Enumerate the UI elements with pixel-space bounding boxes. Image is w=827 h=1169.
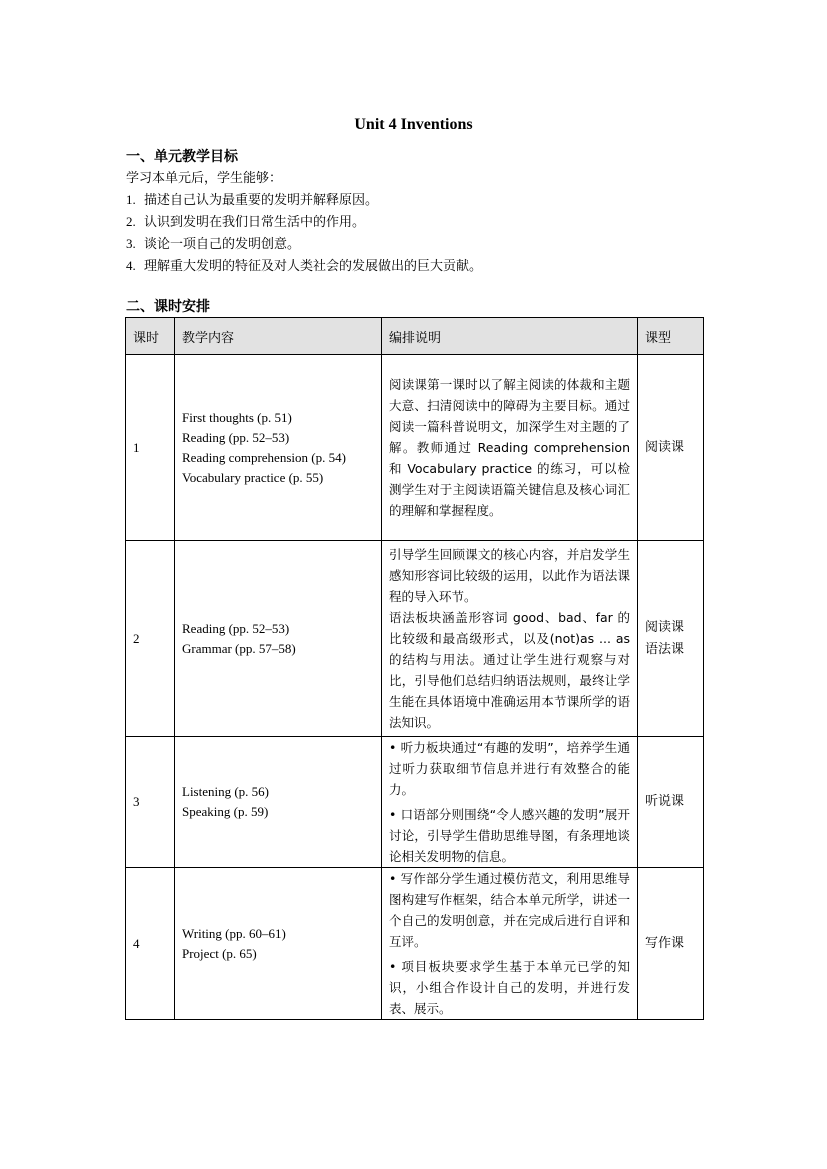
period-cell: 3 [126,737,175,868]
period-cell: 2 [126,541,175,737]
table-row [126,737,704,868]
header-content: 教学内容 [175,318,382,355]
goal-number: 2. [126,214,136,229]
content-cell [175,355,382,541]
notes-paragraph: 语法板块涵盖形容词 good、bad、far 的比较级和最高级形式，以及(not)as ... as 的结构与用法。通过让学生进行观察与对比，引导他们总结归纳语法规则，最终让学生能在具体语境中准确运用本节课所学的语法知识。 [389,610,630,730]
header-type: 课型 [638,318,704,355]
period-cell: 1 [126,355,175,541]
content-cell [175,737,382,868]
goal-text: 认识到发明在我们日常生活中的作用。 [144,215,366,230]
content-line: Grammar (pp. 57–58) [182,640,296,656]
notes-cell [382,355,638,541]
goal-item [126,189,482,211]
table-row [126,868,704,1020]
content-line: Speaking (p. 59) [182,804,269,819]
content-line: Reading (pp. 52–53) [182,429,290,445]
notes-bullet: • 写作部分学生通过模仿范文，利用思维导图构建写作框架，结合本单元所学，讲述一个自己的发明创意，并在完成后进行自评和互评。 [389,871,630,949]
table-row [126,541,704,737]
period-cell: 4 [126,868,175,1020]
goal-text: 描述自己认为最重要的发明并解释原因。 [144,193,379,208]
header-period: 课时 [126,318,175,355]
content-line: Vocabulary practice (p. 55) [182,469,324,485]
notes-bullet: • 口语部分则围绕“令人感兴趣的发明”展开讨论，引导学生借助思维导图，有条理地谈论相关发明物的信息。 [389,807,630,864]
goals-list [126,189,482,277]
type-cell [638,355,704,541]
goal-item [126,233,482,255]
content-line: Listening (p. 56) [182,784,270,799]
notes-cell [382,868,638,1020]
section-heading-goals: 一、单元教学目标 [126,149,238,165]
goal-item [126,255,482,277]
content-cell [175,868,382,1020]
content-line: Reading (pp. 52–53) [182,620,290,636]
table-header-row [126,318,704,355]
type-label: 写作课 [645,935,685,951]
notes-paragraph: 引导学生回顾课文的核心内容，并启发学生感知形容词比较级的运用，以此作为语法课程的导入环节。 [389,547,630,604]
content-line: First thoughts (p. 51) [182,409,292,425]
type-label: 听说课 [645,794,685,809]
goal-number: 3. [126,236,136,251]
content-line: Writing (pp. 60–61) [182,925,286,941]
section-heading-schedule: 二、课时安排 [126,299,210,315]
goal-item [126,211,482,233]
header-notes: 编排说明 [382,318,638,355]
schedule-table [125,317,704,1020]
content-line: Project (p. 65) [182,945,257,961]
notes-cell [382,541,638,737]
table-row [126,355,704,541]
content-cell [175,541,382,737]
document-title: Unit 4 Inventions [354,116,473,133]
notes-bullet: • 听力板块通过“有趣的发明”，培养学生通过听力获取细节信息并进行有效整合的能力。 [389,740,630,797]
goal-number: 1. [126,192,136,207]
notes-bullet: • 项目板块要求学生基于本单元已学的知识，小组合作设计自己的发明，并进行发表、展示。 [389,959,630,1016]
type-cell [638,868,704,1020]
type-cell [638,737,704,868]
type-label: 语法课 [645,641,685,657]
goal-text: 谈论一项自己的发明创意。 [144,237,301,252]
goal-number: 4. [126,258,136,273]
goal-text: 理解重大发明的特征及对人类社会的发展做出的巨大贡献。 [144,259,483,274]
type-cell [638,541,704,737]
type-label: 阅读课 [645,439,685,455]
content-line: Reading comprehension (p. 54) [182,449,346,465]
goals-intro: 学习本单元后，学生能够： [126,171,283,186]
type-label: 阅读课 [645,619,685,635]
notes-paragraph: 阅读课第一课时以了解主阅读的体裁和主题大意、扫清阅读中的障碍为主要目标。通过阅读一篇科普说明文，加深学生对主题的了解。教师通过 Reading comprehension 和 Vocabulary practice 的练习，可以检测学生对于主阅读语篇关键信息及核心词汇的理解和掌握程度。 [389,377,630,518]
notes-cell [382,737,638,868]
